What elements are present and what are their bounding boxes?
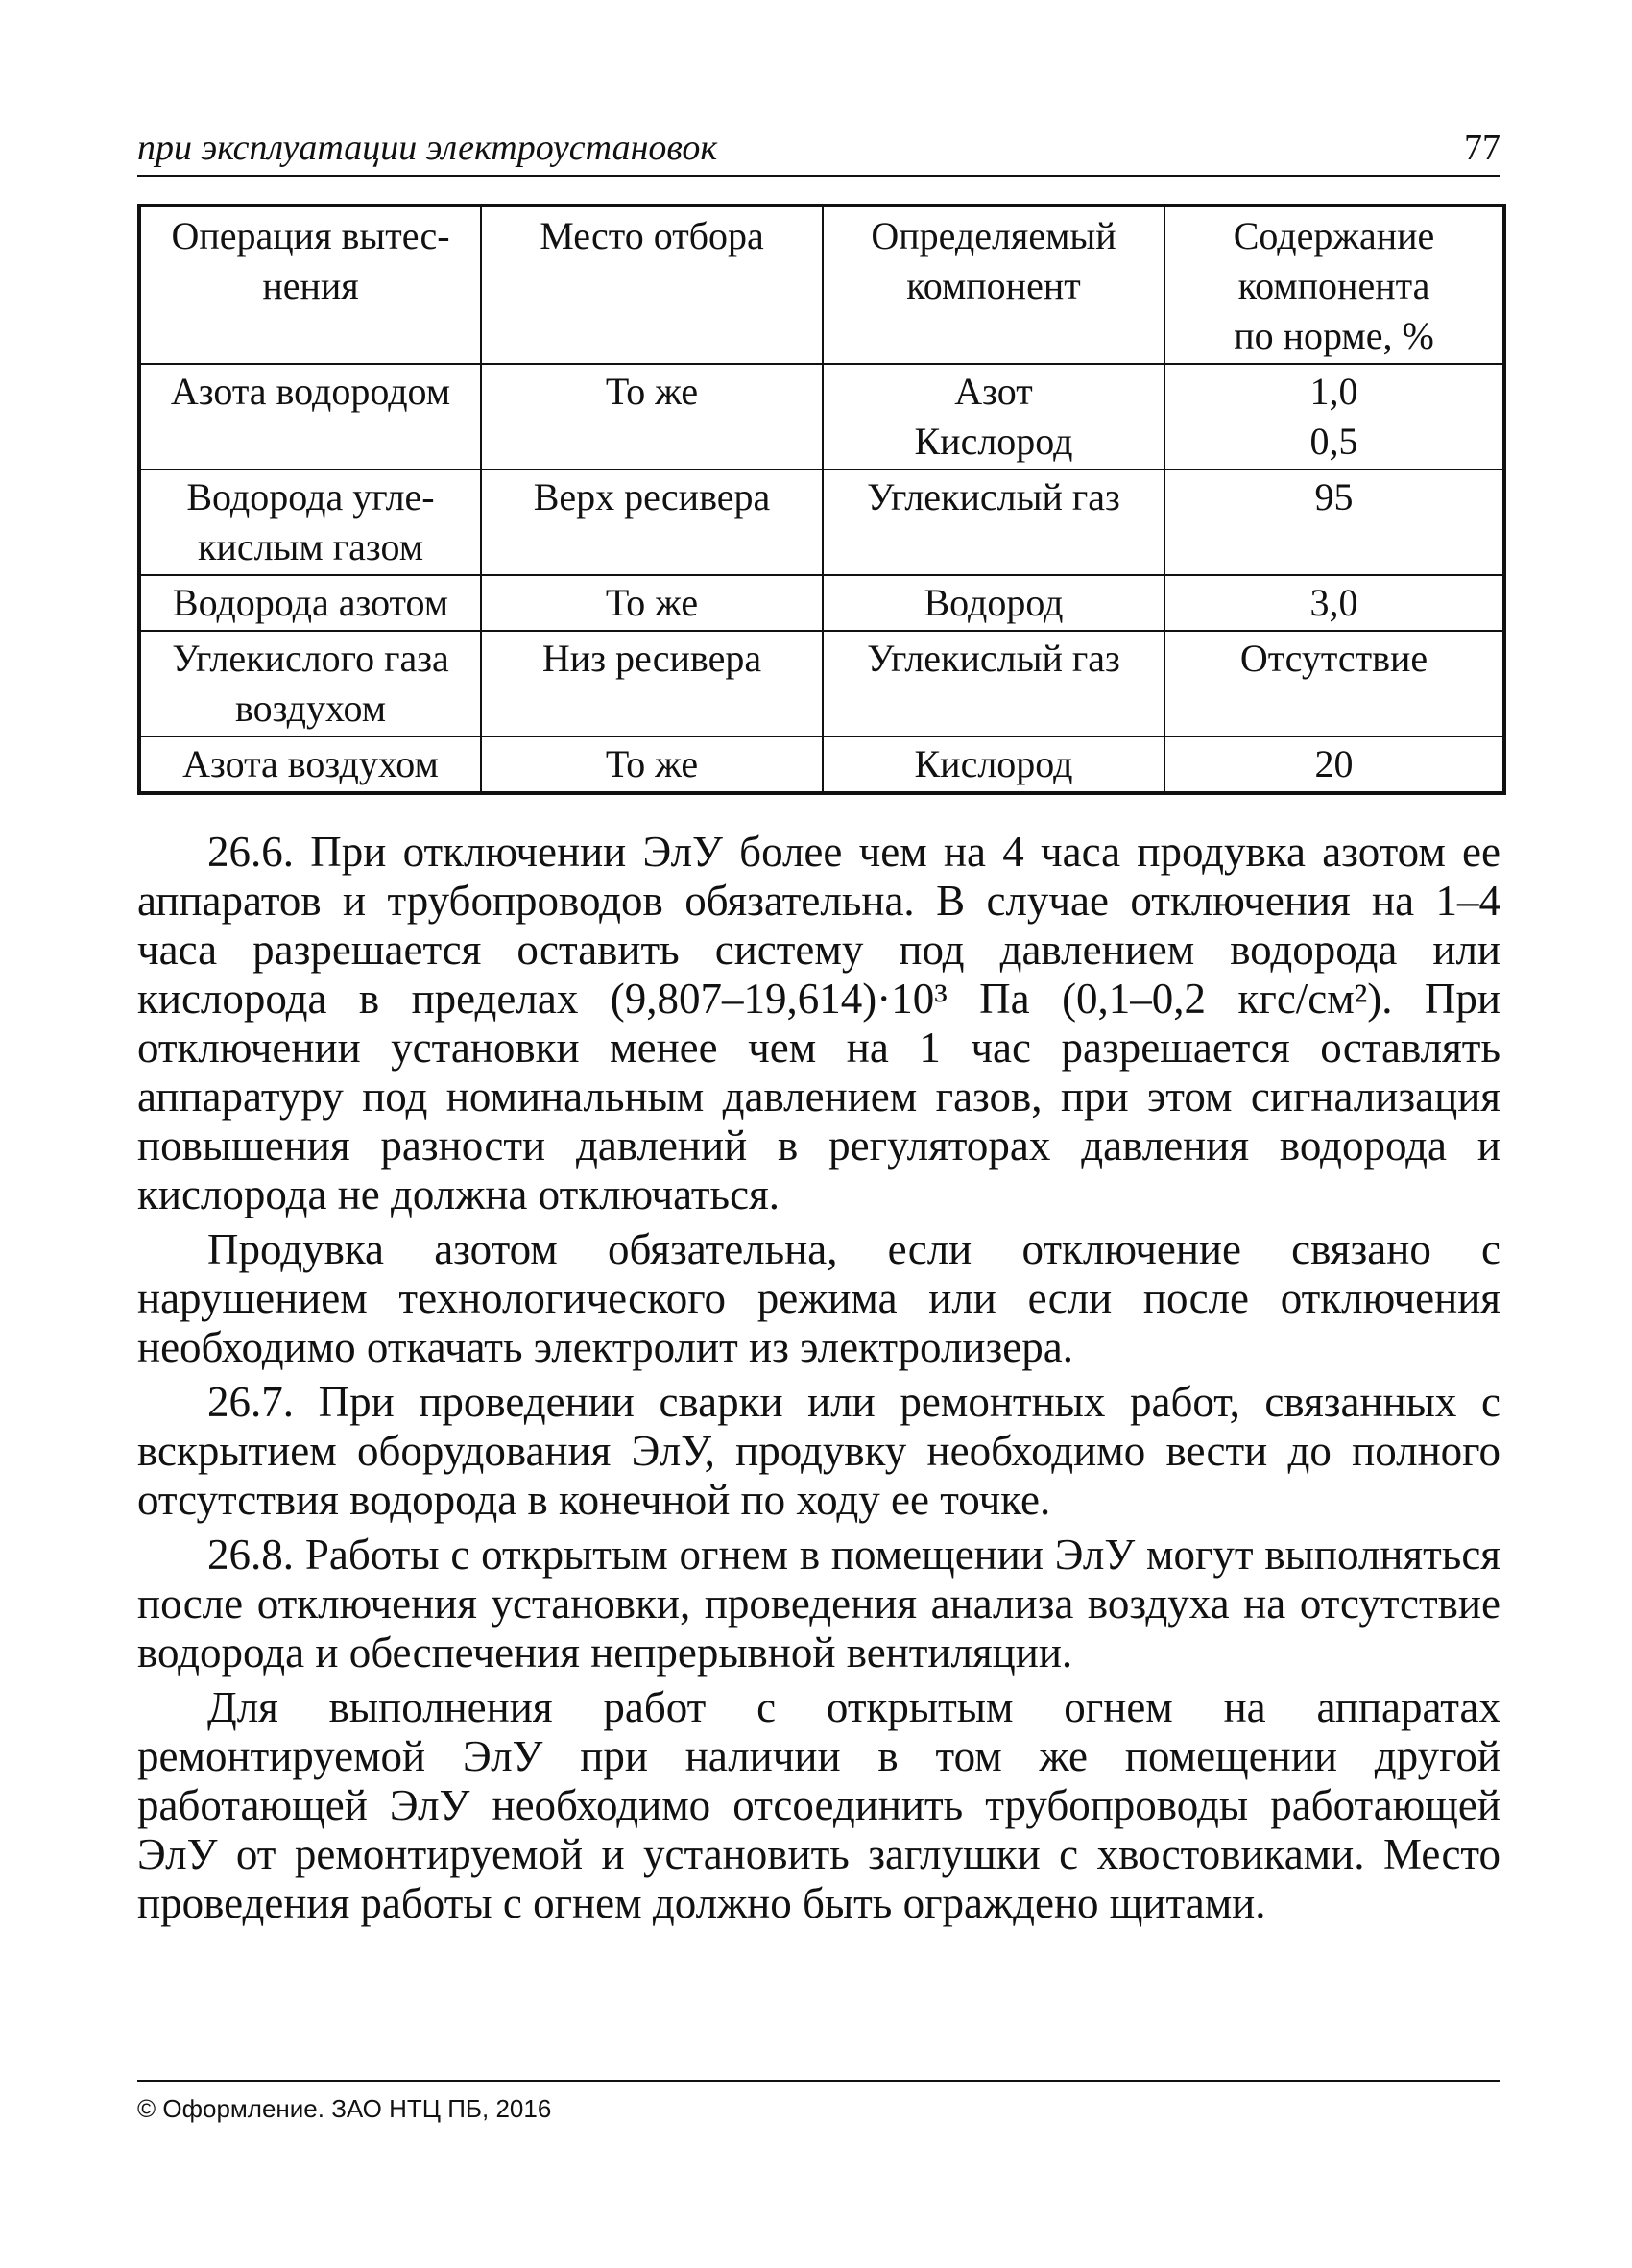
column-header-sampling-place: Место отбора bbox=[481, 205, 823, 364]
gas-content-norms-table bbox=[137, 204, 1506, 795]
table-cell: То же bbox=[481, 736, 823, 793]
table-cell: Азота водородом bbox=[139, 364, 481, 470]
footer-copyright: © Оформление. ЗАО НТЦ ПБ, 2016 bbox=[137, 2080, 1500, 2124]
table-cell: 95 bbox=[1164, 470, 1504, 575]
body-text bbox=[137, 828, 1500, 1934]
table-cell: Углекислого газа воздухом bbox=[139, 631, 481, 736]
table-row bbox=[139, 575, 1504, 631]
table-cell: Кислород bbox=[823, 736, 1164, 793]
paragraph-nitrogen-purge: Продувка азотом обязательна, если отключение связано с нарушением технологического режима или если после отключения необходимо откачать электролит из электролизера. bbox=[137, 1225, 1500, 1371]
table-cell: Углекислый газ bbox=[823, 631, 1164, 736]
table-row bbox=[139, 470, 1504, 575]
table-cell: Азот Кислород bbox=[823, 364, 1164, 470]
table-cell: То же bbox=[481, 575, 823, 631]
table-header-row bbox=[139, 205, 1504, 364]
table-cell: 3,0 bbox=[1164, 575, 1504, 631]
column-header-component: Определяемый компонент bbox=[823, 205, 1164, 364]
running-header-title: при эксплуатации электроустановок bbox=[137, 128, 718, 168]
table-cell: Верх ресивера bbox=[481, 470, 823, 575]
table-row bbox=[139, 364, 1504, 470]
paragraph-open-fire-works: Для выполнения работ с открытым огнем на аппаратах ремонтируемой ЭлУ при наличии в том же помещении другой работающей ЭлУ необходимо отсоединить трубопроводы работающей ЭлУ от ремонтируемой и установить заглушки с хвостовиками. Место проведения работы с огнем должно быть ограждено щитами. bbox=[137, 1683, 1500, 1927]
column-header-norm-content: Содержание компонента по норме, % bbox=[1164, 205, 1504, 364]
table-cell: 1,0 0,5 bbox=[1164, 364, 1504, 470]
column-header-operation: Операция вытес- нения bbox=[139, 205, 481, 364]
table-cell: Водород bbox=[823, 575, 1164, 631]
table-row bbox=[139, 736, 1504, 793]
table-cell: Углекислый газ bbox=[823, 470, 1164, 575]
table-cell: Отсутствие bbox=[1164, 631, 1504, 736]
page-number: 77 bbox=[1464, 128, 1500, 168]
table-cell: Водорода азотом bbox=[139, 575, 481, 631]
table-cell: Водорода угле- кислым газом bbox=[139, 470, 481, 575]
paragraph-26-8: 26.8. Работы с открытым огнем в помещении ЭлУ могут выполняться после отключения установки, проведения анализа воздуха на отсутствие водорода и обеспечения непрерывной вентиляции. bbox=[137, 1531, 1500, 1677]
running-header bbox=[137, 125, 1500, 177]
table-cell: Низ ресивера bbox=[481, 631, 823, 736]
table-cell: То же bbox=[481, 364, 823, 470]
paragraph-26-6: 26.6. При отключении ЭлУ более чем на 4 часа продувка азотом ее аппаратов и трубопроводов обязательна. В случае отключения на 1–4 часа разрешается оставить систему под давлением водорода или кислорода в пределах (9,807–19,614)·10³ Па (0,1–0,2 кгс/см²). При отключении установки менее чем на 1 час разрешается оставлять аппаратуру под номинальным давлением газов, при этом сигнализация повышения разности давлений в регуляторах давления водорода и кислорода не должна отключаться. bbox=[137, 828, 1500, 1218]
table-cell: 20 bbox=[1164, 736, 1504, 793]
paragraph-26-7: 26.7. При проведении сварки или ремонтных работ, связанных с вскрытием оборудования ЭлУ, продувку необходимо вести до полного отсутствия водорода в конечной по ходу ее точке. bbox=[137, 1378, 1500, 1524]
table-cell: Азота воздухом bbox=[139, 736, 481, 793]
table-row bbox=[139, 631, 1504, 736]
